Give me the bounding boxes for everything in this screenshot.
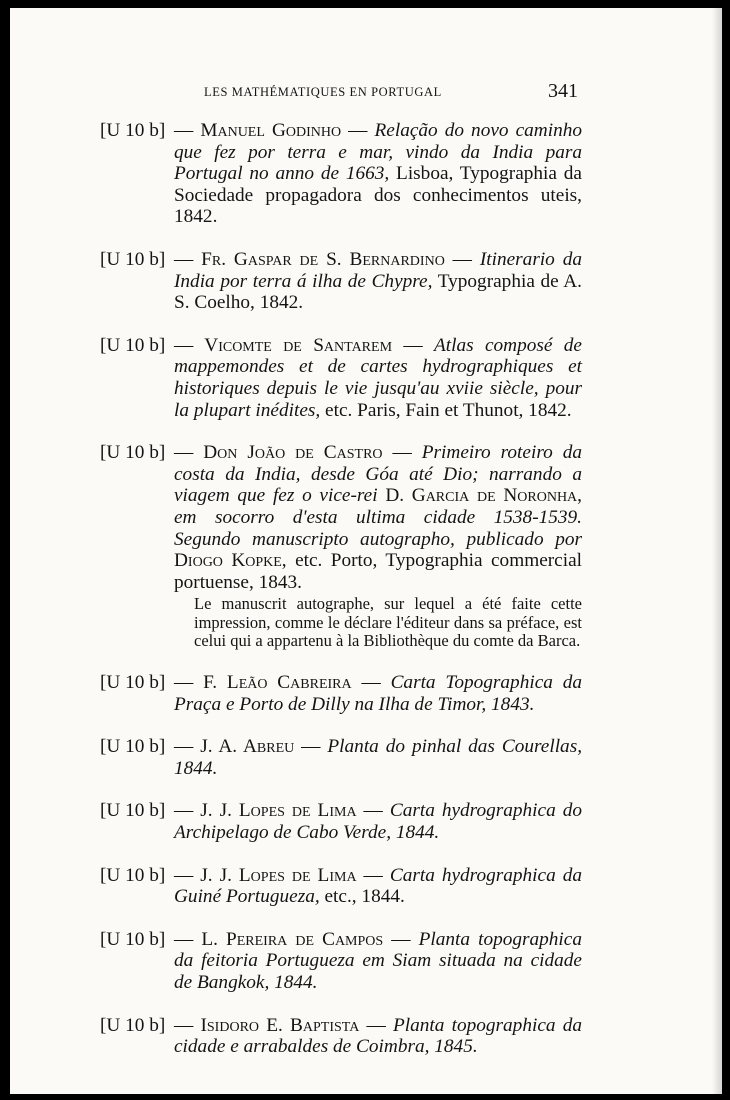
entry-note: Le manuscrit autographe, sur lequel a été faite cette impression, comme le déclare l'éditeur dans sa préface, est celui qui a appartenu à la Bibliothèque du comte da Barca.: [194, 594, 582, 651]
entry-details: Typographia de A. S. Coelho, 1842.: [174, 270, 582, 314]
bibliography-entry: [100, 672, 582, 715]
entry-person: D. Garcia de Noronha,: [385, 485, 582, 507]
entry-title: Carta hydrographica da Guiné Portugueza,: [174, 864, 582, 908]
page-number: 341: [548, 80, 578, 102]
entry-reference: [U 10 b]: [100, 248, 166, 270]
entry-author: — J. J. Lopes de Lima —: [174, 864, 383, 886]
entry-author: — Isidoro E. Baptista —: [174, 1014, 386, 1036]
bibliography-list: [100, 120, 582, 1079]
book-page: [10, 8, 722, 1094]
bibliography-entry: [100, 800, 582, 843]
entry-details: etc. Paris, Fain et Thunot, 1842.: [325, 399, 572, 421]
entry-author: — Fr. Gaspar de S. Bernardino —: [174, 248, 472, 270]
bibliography-entry: [100, 865, 582, 908]
entry-reference: [U 10 b]: [100, 928, 166, 950]
entry-reference: [U 10 b]: [100, 800, 166, 822]
entry-author: — Vicomte de Santarem —: [174, 334, 423, 356]
running-head: [10, 80, 722, 102]
entry-author: — F. Leão Cabreira —: [174, 672, 381, 694]
entry-author: — J. J. Lopes de Lima —: [174, 800, 383, 822]
entry-author: — L. Pereira de Campos —: [174, 928, 411, 950]
entry-author: — J. A. Abreu —: [174, 736, 321, 758]
entry-title-continued: em socorro d'esta ultima cidade 1538-1539. Segundo manuscripto autographo, publicado por: [174, 506, 582, 550]
running-head-title: LES MATHÉMATIQUES EN PORTUGAL: [204, 85, 442, 99]
entry-reference: [U 10 b]: [100, 120, 166, 141]
entry-title: Primeiro roteiro da costa da India, desde Góa até Dio; narrando a viagem que fez o vice-rei: [174, 442, 582, 507]
bibliography-entry: [100, 736, 582, 779]
entry-reference: [U 10 b]: [100, 334, 166, 356]
bibliography-entry: [100, 1015, 582, 1058]
entry-details: etc., 1844.: [324, 886, 405, 908]
entry-details: etc. Porto, Typographia commercial portuense, 1843.: [174, 550, 583, 593]
entry-reference: [U 10 b]: [100, 736, 166, 758]
entry-details: Lisboa, Typographia da Sociedade propagadora dos conhecimentos uteis, 1842.: [174, 163, 582, 228]
entry-reference: [U 10 b]: [100, 864, 166, 886]
entry-author: — Don João de Castro —: [174, 442, 412, 464]
entry-editor: Diogo Kopke,: [174, 550, 287, 572]
entry-title: Itinerario da India por terra á ilha de Chypre,: [174, 248, 582, 292]
entry-title: Carta Topographica da Praça e Porto de Dilly na Ilha de Timor, 1843.: [174, 672, 582, 715]
entry-title: Planta topographica da cidade e arrabaldes de Coimbra, 1845.: [174, 1014, 582, 1058]
entry-reference: [U 10 b]: [100, 442, 166, 464]
bibliography-entry: [100, 442, 582, 651]
bibliography-entry: [100, 335, 582, 421]
entry-reference: [U 10 b]: [100, 672, 166, 694]
entry-title: Planta do pinhal das Courellas, 1844.: [174, 736, 583, 779]
bibliography-entry: [100, 249, 582, 314]
entry-author: — Manuel Godinho —: [174, 120, 368, 141]
entry-title: Planta topographica da feitoria Portugueza em Siam situada na cidade de Bangkok, 1844.: [174, 928, 582, 993]
entry-title: Relação do novo caminho que fez por terra e mar, vindo da India para Portugal no anno de 1663,: [174, 120, 582, 185]
bibliography-entry: [100, 929, 582, 994]
entry-title: Carta hydrographica do Archipelago de Cabo Verde, 1844.: [174, 800, 582, 844]
entry-reference: [U 10 b]: [100, 1014, 166, 1036]
page-edge-shadow: [712, 8, 722, 1094]
bibliography-entry: [100, 120, 582, 228]
entry-title: Atlas composé de mappemondes et de cartes hydrographiques et historiques depuis le vie jusqu'au xviie siècle, pour la plupart inédites,: [174, 334, 582, 421]
